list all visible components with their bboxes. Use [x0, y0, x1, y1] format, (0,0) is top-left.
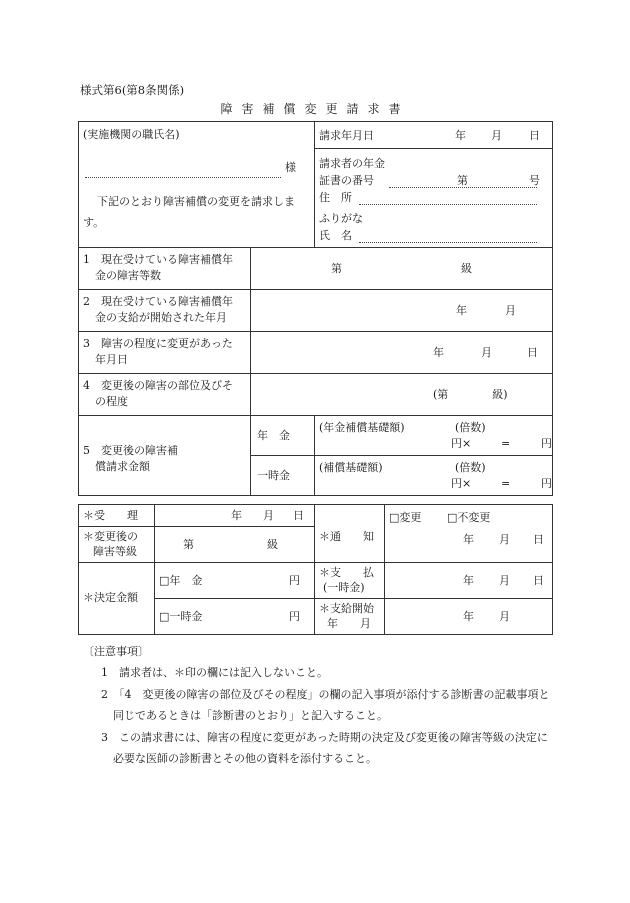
note-1: 1 請求者は、＊印の欄には記入しないこと。	[101, 666, 328, 680]
row5-label-1: 5 変更後の障害補	[83, 444, 178, 457]
row1-label-1: 1 現在受けている障害補償年	[83, 253, 233, 266]
row2-value[interactable]	[251, 290, 553, 332]
claim-date-label: 請求年月日	[319, 129, 375, 142]
addressee-label: (実施機関の職氏名)	[83, 128, 180, 141]
row3-label-1: 3 障害の程度に変更があった	[83, 337, 233, 350]
note-2: 2 「4 変更後の障害の部位及びその程度」の欄の記入事項が添付する診断書の記載事項と同じであるときは「診断書のとおり」と記入すること。	[101, 687, 550, 723]
decided-pension-yen: 円	[289, 574, 300, 587]
payment-year: 年	[463, 574, 474, 587]
claim-day: 日	[529, 129, 541, 142]
claim-date-row[interactable]	[315, 122, 552, 149]
pension-cert-label-2: 証書の番号	[319, 174, 375, 187]
payment-month: 月	[499, 574, 510, 587]
row3-value[interactable]	[251, 332, 553, 374]
claim-year: 年	[455, 129, 467, 142]
pension-label: 年 金	[257, 429, 290, 442]
address-label: 住 所	[319, 191, 353, 204]
receipt-day: 日	[293, 509, 304, 522]
number-prefix: 第	[457, 174, 469, 187]
row4-value[interactable]	[251, 374, 553, 416]
start-date[interactable]	[385, 599, 553, 635]
receipt-date[interactable]	[155, 505, 315, 527]
notice-day: 日	[533, 533, 544, 546]
notice-value[interactable]	[385, 505, 553, 563]
row1-label	[79, 248, 251, 290]
note-3: 3 この請求書には、障害の程度に変更があった時期の決定及び変更後の障害等級の決定に必要な医師の診断書とその他の資料を添付すること。	[101, 730, 548, 766]
lump-label: 一時金	[257, 469, 290, 482]
grade-prefix: 第	[183, 538, 194, 551]
row5-label-2: 償請求金額	[95, 460, 150, 473]
decided-lump[interactable]	[155, 599, 315, 635]
payment-label-1: ＊支 払	[319, 566, 374, 579]
lump-yen: 円	[541, 477, 553, 490]
pension-checkbox[interactable]: □年 金	[159, 574, 203, 587]
row1-value[interactable]	[251, 248, 553, 290]
row5-label	[79, 416, 251, 496]
start-month: 月	[499, 610, 510, 623]
row2-year: 年	[456, 304, 467, 317]
row3-label	[79, 332, 251, 374]
row4-label	[79, 374, 251, 416]
claim-month: 月	[491, 129, 503, 142]
claim-table	[78, 121, 553, 496]
receipt-label: ＊受 理	[83, 509, 138, 522]
row2-label	[79, 290, 251, 332]
payment-date[interactable]	[385, 563, 553, 599]
grade-label-cell	[79, 527, 155, 563]
receipt-year: 年	[231, 509, 242, 522]
grade-label-2: 障害等級	[93, 545, 137, 558]
grade-value[interactable]	[155, 527, 315, 563]
address-field[interactable]	[359, 192, 537, 205]
page-title: 障害補償変更請求書	[220, 102, 410, 116]
lump-basis: (補償基礎額)	[319, 461, 383, 474]
lump-equals: =	[501, 477, 511, 490]
decided-pension[interactable]	[155, 563, 315, 599]
pension-equals: =	[501, 437, 511, 450]
row4-label-1: 4 変更後の障害の部位及びそ	[83, 379, 233, 392]
notes-heading: 〔注意事項〕	[83, 645, 149, 658]
decided-label-cell	[79, 563, 155, 635]
row3-label-2: 年月日	[95, 353, 128, 366]
payment-label-2: (一時金)	[323, 581, 365, 594]
grade-label-1: ＊変更後の	[83, 530, 138, 543]
name-label: 氏 名	[319, 229, 353, 242]
row1-suffix: 級	[461, 262, 472, 275]
pension-amount[interactable]	[315, 416, 553, 456]
form-id: 様式第6(第8条関係)	[80, 83, 185, 97]
row2-label-1: 2 現在受けている障害補償年	[83, 295, 233, 308]
honorific: 様	[285, 161, 296, 174]
pension-basis: (年金補償基礎額)	[319, 421, 405, 434]
decided-label: ＊決定金額	[83, 591, 138, 604]
notes-section	[83, 641, 553, 770]
start-year: 年	[463, 610, 474, 623]
payment-day: 日	[533, 574, 544, 587]
lump-amount[interactable]	[315, 456, 553, 496]
pension-label-cell	[251, 416, 315, 456]
row4-grade: (第 級)	[433, 388, 508, 401]
pension-cert-label-1: 請求者の年金	[319, 157, 386, 170]
row3-year: 年	[433, 346, 444, 359]
number-suffix: 号	[529, 174, 541, 187]
row1-prefix: 第	[331, 262, 342, 275]
row3-day: 日	[527, 346, 538, 359]
start-label-2: 年 月	[327, 617, 371, 630]
claimant-cell	[315, 122, 553, 248]
decided-lump-yen: 円	[289, 610, 300, 623]
request-text-2: す。	[83, 216, 105, 229]
pension-yen-times: 円×	[451, 437, 472, 450]
notice-month: 月	[499, 533, 510, 546]
payment-label-cell	[315, 563, 385, 599]
lump-yen-times: 円×	[451, 477, 472, 490]
pension-yen: 円	[541, 437, 553, 450]
notice-year: 年	[463, 533, 474, 546]
pension-multiplier: (倍数)	[455, 421, 486, 434]
start-label-cell	[315, 599, 385, 635]
addressee-name-field[interactable]	[85, 164, 281, 178]
row2-month: 月	[505, 304, 516, 317]
start-label-1: ＊支給開始	[319, 602, 374, 615]
row2-label-2: 金の支給が開始された年月	[95, 311, 227, 324]
furigana-label: ふりがな	[319, 212, 364, 225]
grade-suffix: 級	[267, 538, 278, 551]
receipt-month: 月	[263, 509, 274, 522]
notice-label-cell	[315, 505, 385, 563]
addressee-cell	[79, 122, 315, 248]
name-field[interactable]	[359, 230, 537, 243]
receipt-label-cell	[79, 505, 155, 527]
changed-checkbox[interactable]: □変更	[389, 511, 422, 524]
request-text-1: 下記のとおり障害補償の変更を請求しま	[97, 195, 295, 208]
lump-multiplier: (倍数)	[455, 461, 486, 474]
unchanged-checkbox[interactable]: □不変更	[447, 511, 491, 524]
office-use-table	[78, 504, 553, 635]
row4-label-2: の程度	[95, 395, 128, 408]
lump-checkbox[interactable]: □一時金	[159, 610, 203, 623]
row1-label-2: 金の障害等数	[95, 269, 161, 282]
notice-label: ＊通 知	[319, 530, 374, 543]
row3-month: 月	[481, 346, 492, 359]
lump-label-cell	[251, 456, 315, 496]
